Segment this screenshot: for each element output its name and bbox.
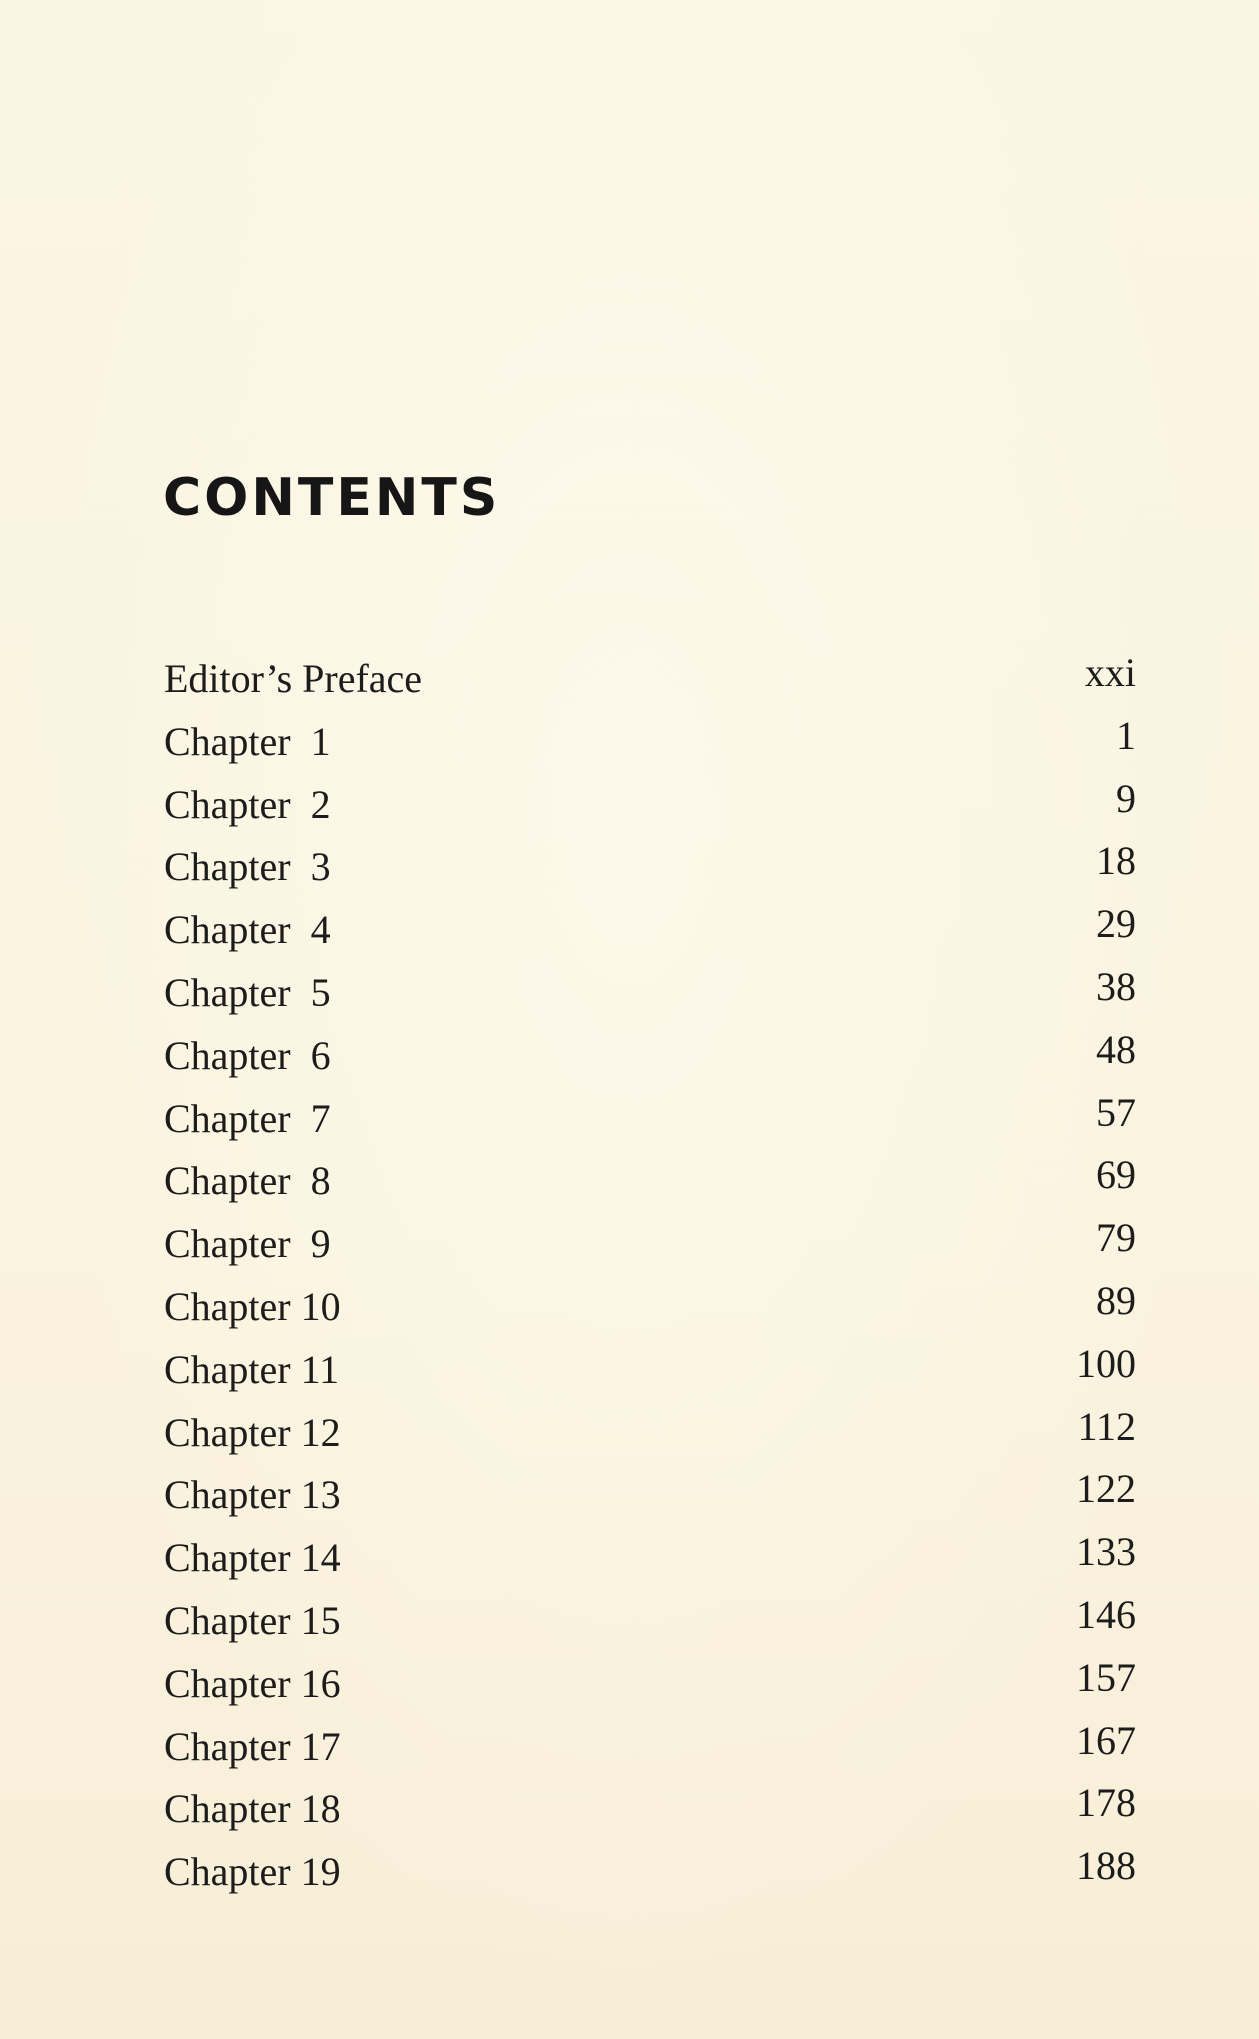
toc-entry-page-number: 89	[1096, 1277, 1136, 1323]
toc-entry-page-number: 157	[1076, 1654, 1136, 1700]
toc-entry-page-number: 48	[1096, 1026, 1136, 1072]
toc-entry-page-number: xxi	[1084, 650, 1136, 695]
toc-entry-title: Chapter 6	[164, 1032, 331, 1078]
toc-entry-chapter-12	[164, 1402, 1136, 1465]
toc-entry-page-number: 1	[1116, 712, 1136, 758]
toc-entry-chapter-15	[164, 1590, 1136, 1653]
toc-entry-chapter-1	[164, 711, 1136, 774]
toc-entry-title: Chapter 15	[164, 1597, 341, 1643]
toc-entry-title: Chapter 17	[164, 1723, 341, 1769]
toc-entry-page-number: 122	[1076, 1466, 1136, 1512]
toc-entry-chapter-10	[164, 1276, 1136, 1339]
toc-entry-title: Chapter 13	[164, 1472, 341, 1518]
toc-entry-chapter-16	[164, 1653, 1136, 1716]
toc-entry-chapter-14	[164, 1527, 1136, 1590]
toc-entry-title: Chapter 7	[164, 1095, 331, 1141]
toc-entry-page-number: 57	[1096, 1089, 1136, 1135]
toc-entry-page-number: 133	[1076, 1529, 1136, 1575]
toc-entry-title: Chapter 11	[164, 1346, 340, 1392]
toc-entry-title: Chapter 19	[164, 1849, 341, 1895]
toc-entry-page-number: 146	[1076, 1591, 1136, 1637]
toc-entry-title: Chapter 1	[164, 718, 331, 764]
toc-entry-title: Chapter 9	[164, 1221, 331, 1267]
toc-entry-title: Chapter 16	[164, 1660, 341, 1706]
toc-entry-title: Chapter 3	[164, 844, 331, 890]
toc-entry-page-number: 38	[1096, 963, 1136, 1009]
toc-entry-page-number: 79	[1096, 1215, 1136, 1261]
toc-entry-chapter-7	[164, 1088, 1136, 1151]
toc-entry-title: Chapter 18	[164, 1786, 341, 1832]
toc-entry-title: Chapter 2	[164, 781, 331, 827]
toc-entry-title: Chapter 10	[164, 1283, 341, 1329]
toc-entry-editors-preface	[164, 648, 1136, 711]
toc-entry-chapter-18	[164, 1778, 1136, 1841]
toc-entry-page-number: 9	[1116, 775, 1136, 821]
toc-entry-page-number: 29	[1096, 901, 1136, 947]
toc-entry-title: Editor’s Preface	[164, 656, 423, 701]
toc-entry-chapter-6	[164, 1025, 1136, 1088]
toc-entry-chapter-3	[164, 836, 1136, 899]
toc-entry-title: Chapter 8	[164, 1158, 331, 1204]
page-title: CONTENTS	[163, 468, 501, 528]
toc-entry-page-number: 112	[1077, 1403, 1136, 1449]
toc-entry-title: Chapter 5	[164, 969, 331, 1015]
toc-entry-page-number: 18	[1096, 838, 1136, 884]
toc-entry-title: Chapter 12	[164, 1409, 341, 1455]
toc-entry-chapter-19	[164, 1841, 1136, 1904]
toc-entry-chapter-2	[164, 774, 1136, 837]
toc-entry-chapter-17	[164, 1716, 1136, 1779]
toc-entry-page-number: 178	[1076, 1780, 1136, 1826]
toc-entry-page-number: 100	[1076, 1340, 1136, 1386]
toc-entry-chapter-9	[164, 1213, 1136, 1276]
toc-entry-chapter-13	[164, 1464, 1136, 1527]
toc-entry-chapter-4	[164, 899, 1136, 962]
toc-entry-chapter-11	[164, 1339, 1136, 1402]
toc-entry-page-number: 188	[1076, 1843, 1136, 1889]
toc-entry-page-number: 69	[1096, 1152, 1136, 1198]
toc-entry-page-number: 167	[1076, 1717, 1136, 1763]
toc-entry-chapter-8	[164, 1150, 1136, 1213]
toc-entry-chapter-5	[164, 962, 1136, 1025]
toc-entry-title: Chapter 14	[164, 1535, 341, 1581]
table-of-contents	[164, 648, 1136, 1904]
toc-entry-title: Chapter 4	[164, 907, 331, 953]
